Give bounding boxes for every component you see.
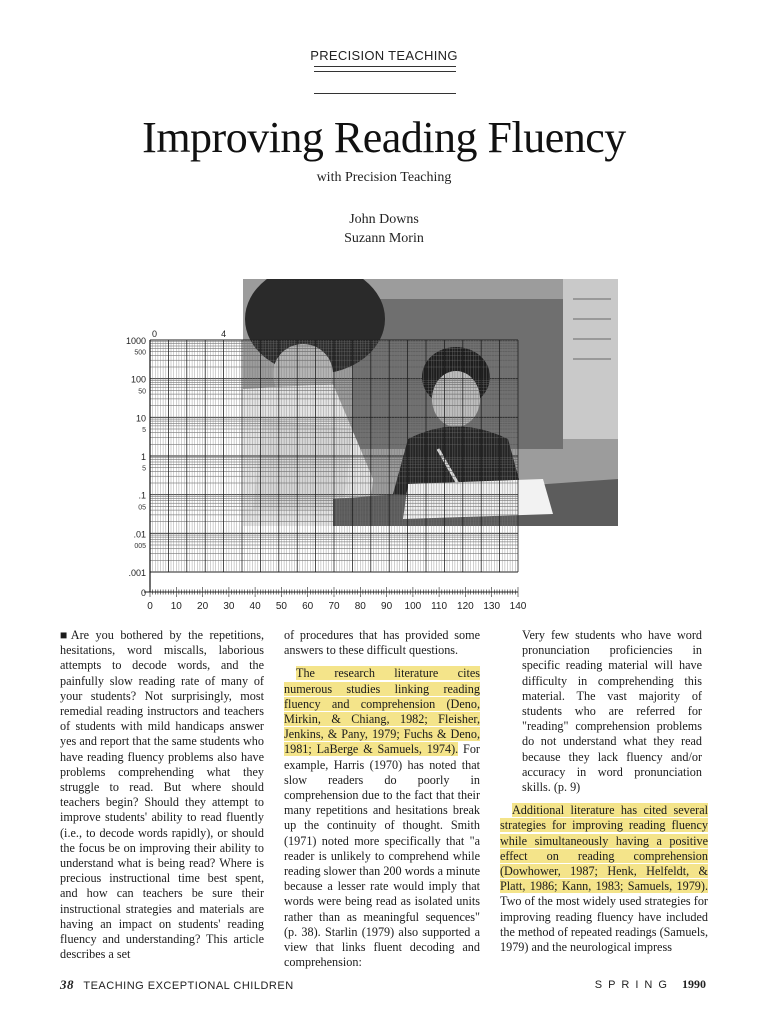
- semilog-chart: [110, 320, 540, 615]
- chart-x-label: 100: [404, 601, 422, 612]
- chart-y-label: 1: [140, 452, 146, 462]
- chart-x-label: 110: [431, 601, 448, 612]
- chart-y-label: .1: [138, 490, 146, 501]
- chart-y-label: .01: [133, 529, 146, 540]
- chart-x-label: 0: [147, 601, 153, 612]
- chart-x-label: 10: [170, 601, 182, 612]
- highlighted-text: Additional literature has cited several strategies for improving reading fluency while simultaneously having a positive effect on reading comprehension (Dowhower, 1987; Henk, Helfeldt, & Platt, 1986; Kann, 1983; Samuels, 1979).: [500, 803, 708, 894]
- chart-x-label: 90: [381, 601, 393, 612]
- page-footer-left: [60, 977, 294, 993]
- chart-y-label: 10: [135, 413, 146, 424]
- paragraph-text: Two of the most widely used strategies for improving reading fluency have included the method of repeated readings (Samuels, 1979) and the neurological impress: [500, 894, 708, 955]
- chart-y-minor-label: 50: [138, 388, 146, 396]
- chart-y-label: 1000: [125, 336, 146, 346]
- chart-x-label: 120: [457, 601, 474, 612]
- chart-x-label: 50: [275, 601, 287, 612]
- chart-x-label: 140: [509, 601, 527, 612]
- chart-x-label: 80: [354, 601, 366, 612]
- header-rule: [314, 66, 456, 67]
- chart-y-label: 0: [140, 588, 146, 598]
- body-paragraph: [500, 803, 708, 955]
- article-title: Improving Reading Fluency: [142, 113, 626, 162]
- header-rule: [314, 71, 456, 72]
- issue-season: SPRING: [594, 979, 673, 991]
- journal-name: TEACHING EXCEPTIONAL CHILDREN: [83, 980, 294, 992]
- chart-y-minor-label: 500: [134, 349, 146, 357]
- article-subtitle: with Precision Teaching: [316, 170, 452, 185]
- text-column-1: [60, 628, 264, 970]
- chart-origin-marker: 0: [152, 329, 158, 339]
- header-rule: [314, 93, 456, 94]
- chart-x-label: 20: [197, 601, 209, 612]
- chart-x-label: 30: [223, 601, 235, 612]
- chart-y-minor-label: 5: [142, 427, 146, 434]
- page-number: 38: [60, 977, 74, 992]
- chart-y-label: .001: [128, 568, 146, 578]
- chart-x-label: 70: [328, 601, 340, 612]
- section-label: PRECISION TEACHING: [310, 48, 458, 63]
- body-paragraph: of procedures that has provided some answers to these difficult questions.: [284, 628, 480, 658]
- chart-y-minor-label: 05: [138, 504, 146, 512]
- chart-y-minor-label: 005: [134, 543, 146, 550]
- author-name: Suzann Morin: [344, 231, 424, 246]
- text-column-2: [284, 628, 480, 978]
- body-paragraph: ■Are you bothered by the repetitions, hesitations, word miscalls, laborious attempts to decode words, and the painfully slow reading rate of many of your students? Not surprisingly, most remedial reading instructors and teachers of students with mild handicaps answer yes and report that the same students who have reading fluency problems also have problems comprehending what they struggle to read. But where should teachers begin? Should they attempt to improve students' ability to read fluently (i.e., to decode words rapidly), or should the focus be on improving their ability to understand what is being read? Where is precious instructional time best spent, and how can teachers be sure their instructional strategies and materials are having an impact on students' reading fluency and understanding? This article describes a set: [60, 628, 264, 962]
- block-quote: Very few students who have word pronunciation proficiencies in specific reading material will have difficulty in comprehending this material. The vast majority of students who are referred for "reading" comprehension problems do not understand what they read because they lack fluency and/or accuracy in word pronunciation skills. (p. 9): [522, 628, 702, 795]
- semilog-chart-svg: [110, 320, 540, 615]
- chart-y-minor-label: 5: [142, 465, 146, 473]
- chart-x-label: 40: [249, 601, 261, 612]
- chart-week-marker: 4: [221, 329, 227, 339]
- text-column-3: [500, 628, 708, 963]
- paragraph-text: For example, Harris (1970) has noted that slow readers do poorly in comprehension due to the fact that their many repetitions and hesitations break up the continuity of thought. Smith (1971) noted more specifically that "a reader is unlikely to comprehend while reading slower than 200 words a minute because a lesser rate would imply that words were being read as isolated units rather than as meaningful sequences" (p. 38). Starlin (1979) also supported a view that links fluent decoding and comprehension:: [284, 742, 480, 970]
- chart-y-label: 100: [130, 374, 146, 385]
- body-paragraph: [284, 666, 480, 970]
- chart-x-label: 60: [302, 601, 314, 612]
- highlighted-text: The research literature cites numerous studies linking reading fluency and comprehension (Deno, Mirkin, & Chiang, 1982; Fleisher, Jenkins, & Pany, 1979; Fuchs & Deno, 1981; LaBerge & Samuels, 1974).: [284, 666, 480, 757]
- author-name: John Downs: [349, 212, 419, 227]
- chart-x-label: 130: [483, 601, 501, 612]
- page-footer-right: [595, 977, 706, 992]
- issue-year: 1990: [682, 977, 706, 991]
